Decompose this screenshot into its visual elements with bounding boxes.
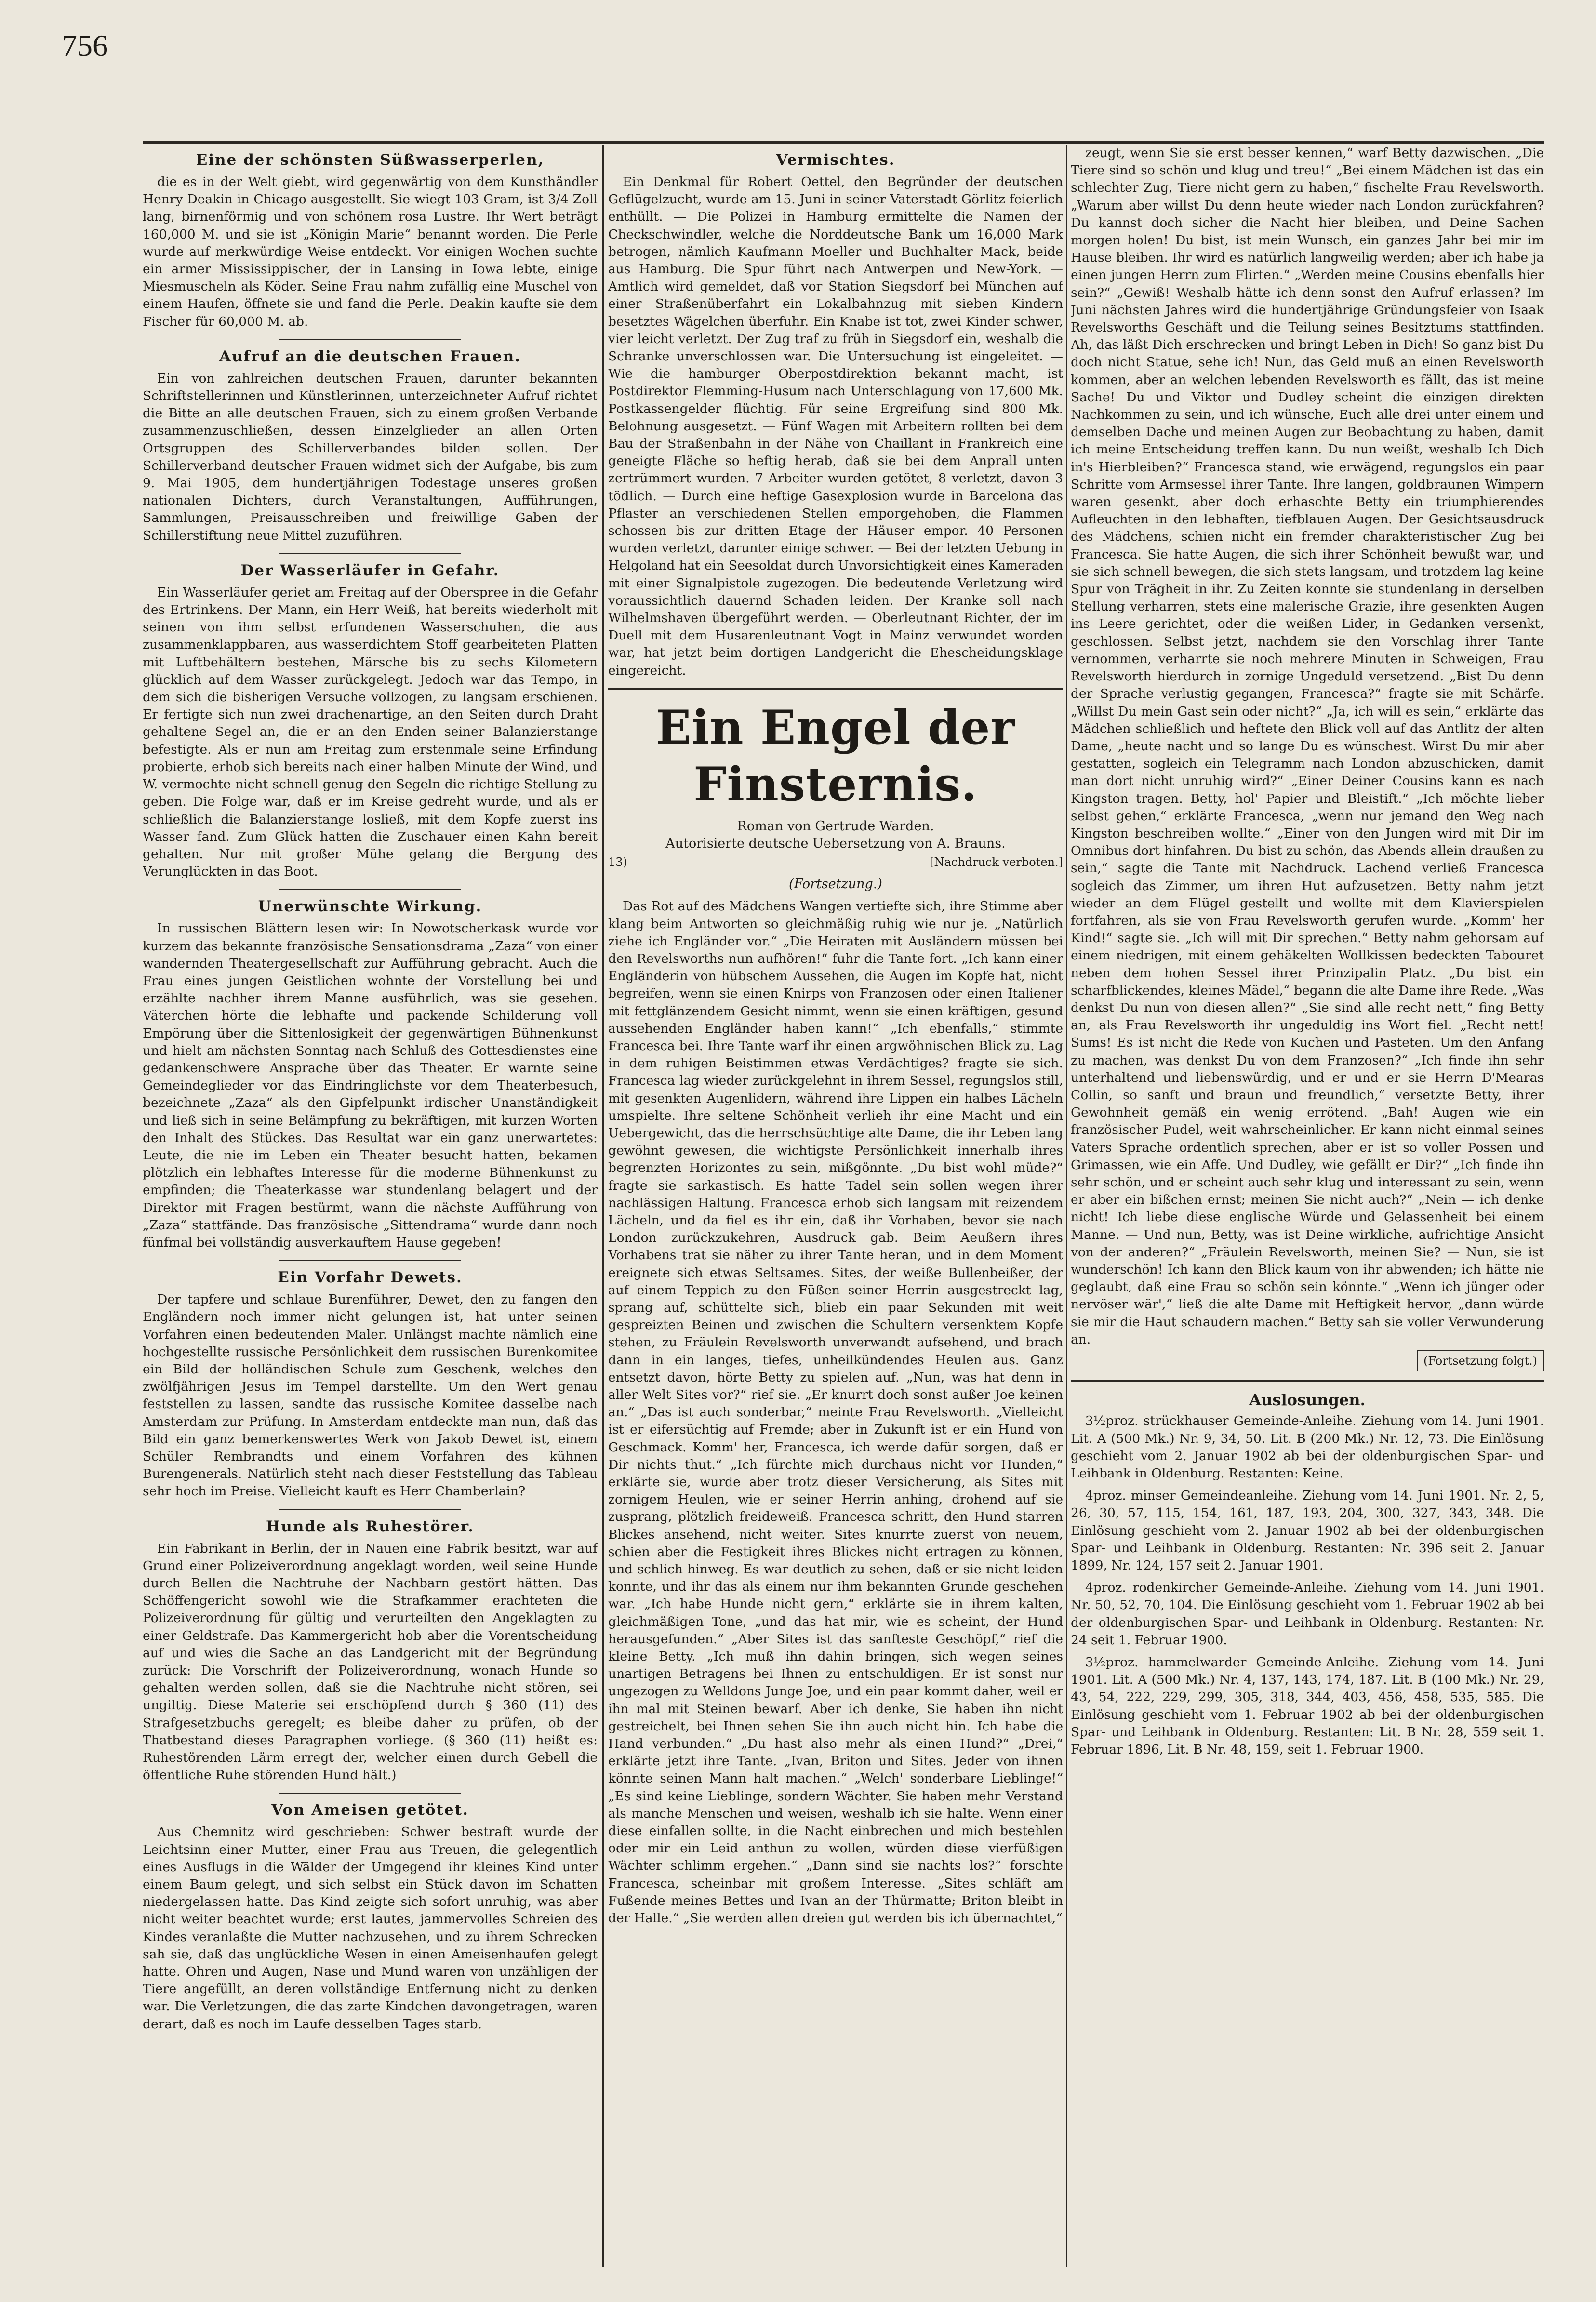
article-body: Ein von zahlreichen deutschen Frauen, darunter bekannten Schriftstellerinnen und Künstlerinnen, unterzeichneter Aufruf richtet die Bitte an alle deutschen Frauen, sich zu einem großen Verbande zusammenzuschließen, dessen Einzelglieder an allen Orten Ortsgruppen des Schillerverbandes bilden sollen. Der Schillerverband deutscher Frauen widmet sich der Aufgabe, bis zum 9. Mai 1905, dem hundertjährigen Todestage unseres großen nationalen Dichters, durch Veranstaltungen, Aufführungen, Sammlungen, Preisausschreiben und freiwillige Gaben der Schillerstiftung neue Mittel zuzuführen. xyxy=(143,371,598,543)
novel-to-be-continued: (Fortsetzung folgt.) xyxy=(1417,1350,1544,1371)
column-2 xyxy=(608,145,1063,2267)
novel-text: zeugt, wenn Sie sie erst besser kennen,“ warf Betty dazwischen. „Die Tiere sind so schön und klug und treu!“ „Bei einem Mädchen ist das ein schlechter Zug, Tiere nicht gern zu haben,“ fischelte Frau Revelsworth. „Warum aber willst Du denn heute wieder nach London zurückfahren? Du kannst doch sicher die Nacht hier bleiben, und Deine Sachen morgen holen! Du bist, ist mein Wunsch, ein ganzes Jahr bei mir im Hause bleiben. Ihr wird es natürlich langweilig werden; aber ich habe ja einen jungen Herrn zum Flirten.“ „Werden meine Cousins ebenfalls hier sein?“ „Gewiß! Weshalb hätte ich denn sonst den Aufruf erlassen? Im Juni nächsten Jahres wird die hundertjährige Gründungsfeier von Isaak Revelsworths Geschäft und die Teilung seines Besitztums stattfinden. Ah, das läßt Dich erschrecken und bringt Leben in Dich! So ganz bist Du doch nicht Statue, sehe ich! Nun, das Geld muß an einen Revelsworth kommen, aber an welchen lebenden Revelsworth es fällt, das ist meine Sache! Du und Viktor und Dudley scheint die einzigen direkten Nachkommen zu sein, und ich wünsche, Euch alle drei unter einem und demselben Dache und meinen Augen zur Beobachtung zu haben, damit ich meine Entscheidung treffen kann. Du nun weißt, weshalb Ich Dich in's Hierbleiben?“ Francesca stand, wie erwägend, regungslos ein paar Schritte vom Armsessel ihrer Tante. Ihre langen, goldbraunen Wimpern waren gesenkt, aber doch erhaschte Betty ein triumphierendes Aufleuchten in den lebhaften, tiefblauen Augen. Der Gesichtsausdruck des Mädchens, schien nicht ein fremder charakteristischer Zug bei Francesca. Sie hatte Augen, die sich ihrer Schönheit bewußt war, und sie sich schnell bewegen, die sich stets langsam, und trotzdem lag keine Spur von Trägheit in ihr. Zu Zeiten konnte sie stundenlang in derselben Stellung verharren, stets eine malerische Grazie, ihre gesenkten Augen ins Leere gerichtet, oder die weißen Lider, in Gedanken versenkt, geschlossen. Selbst jetzt, nachdem sie den Vorschlag ihrer Tante vernommen, verharrte sie noch mehrere Minuten in Schweigen, Frau Revelsworth hierdurch in zornige Ungeduld versetzend. „Bist Du denn der Sprache verlustig gegangen, Francesca?“ fragte sie mit Schärfe. „Willst Du mein Gast sein oder nicht?“ „Ja, ich will es sein,“ erklärte das Mädchen schließlich und heftete den Blick voll auf das Antlitz der alten Dame, „heute nacht und so lange Du es wünschest. Wirst Du mir aber gestatten, sogleich ein Telegramm nach London abzuschicken, damit man dort nicht unruhig wird?“ „Einer Deiner Cousins kann es nach Kingston tragen. Betty, hol' Papier und Bleistift.“ „Ich möchte lieber selbst gehen,“ erklärte Francesca, „wenn nur jemand den Weg nach Kingston beschreiben wollte.“ „Einer von den Jungen wird mit Dir im Omnibus dort hinfahren. Du bist zu schön, das Abends allein draußen zu sein,“ sagte die Tante mit Nachdruck. Lachend verließ Francesca sogleich das Zimmer, um ihren Hut aufzusetzen. Betty nahm jetzt wieder an dem Flügel gestellt und wollte mit dem Klavierspielen fortfahren, als sie von Frau Revelsworth gerufen wurde. „Komm' her Kind!“ sagte sie. „Ich will mit Dir sprechen.“ Betty nahm gehorsam auf einem niedrigen, mit einem gehäkelten Wollkissen bedeckten Tabouret neben dem hohen Sessel ihrer Prinzipalin Platz. „Du bist ein scharfblickendes, kleines Mädel,“ begann die alte Dame ihre Rede. „Was denkst Du nun von diesen allen?“ „Sie sind alle recht nett,“ fing Betty an, als Frau Revelsworth ihr ungeduldig ins Wort fiel. „Recht nett! Sums! Es ist nicht die Rede von Kuchen und Pasteten. Um den Anfang zu machen, was denkst Du von dem Franzosen?“ „Ich finde ihn sehr unterhaltend und liebenswürdig, und er und er sie Herrn D'Mearas Collin, so sanft und braun und freundlich,“ versetzte Betty, ihrer Gewohnheit gemäß ein wenig errötend. „Bah! Augen wie ein französischer Pudel, weit wahrscheinlicher. Er kann nicht einmal seines Vaters Sprache ordentlich sprechen, aber er ist so voller Possen und Grimassen, wie ein Affe. Und Dudley, wie gefällt er Dir?“ „Ich finde ihn sehr schön, und er scheint auch sehr klug und interessant zu sein, wenn er aber ein bißchen ernst; meinen Sie nicht auch?“ „Nein — ich denke nicht! Ich liebe diese englische Würde und Gelassenheit bei einem Manne. — Und nun, Betty, was ist Deine wirkliche, aufrichtige Ansicht von der anderen?“ „Fräulein Revelsworth, meinen Sie? — Nun, sie ist wunderschön! Ich kann den Blick kaum von ihr abwenden; ich hätte nie geglaubt, daß eine Frau so schön sein könnte.“ „Wenn ich jünger oder nervöser wär',“ ließ die alte Dame mit Heftigkeit hervor, „dann würde sie mir die Haut schaudern machen.“ Betty sah sie voller Verwunderung an. xyxy=(1071,146,1544,1347)
article-body: In russischen Blättern lesen wir: In Nowotscherkask wurde vor kurzem das bekannte französische Sensationsdrama „Zaza“ von einer wandernden Theatergesellschaft zur Aufführung gebracht. Auch die Frau eines jungen Geistlichen wohnte der Vorstellung bei und erzählte nachher ihrem Manne ausführlich, was sie gesehen. Väterchen hörte die lebhafte und packende Schilderung voll Empörung über die Sittenlosigkeit der gegenwärtigen Bühnenkunst und hielt am nächsten Sonntag nach Schluß des Gottesdienstes eine gedankenschwere Ansprache über das Theater. Er warnte seine Gemeindeglieder vor das Eindringlichste vor dem Theaterbesuch, bezeichnete „Zaza“ als den Gipfelpunkt irdischer Unanständigkeit und ließ sich in seine Belämpfung zu bekräftigen, mit kurzen Worten den Inhalt des Stückes. Das Resultat war ein ganz unerwartetes: Leute, die nie im Leben ein Theater besucht hatten, bekamen plötzlich ein lebhaftes Interesse für die moderne Bühnenkunst zu empfinden; die Theaterkasse war stundenlang belagert und der Direktor mit Fragen bestürmt, wann die nächste Aufführung von „Zaza“ stattfände. Das französische „Sittendrama“ wurde dann noch fünfmal bei vollständig ausverkauftem Hause gegeben! xyxy=(143,921,598,1250)
article-title: Der Wasserläufer in Gefahr. xyxy=(240,561,500,579)
column-divider-1 xyxy=(602,145,604,2267)
novel-rights: [Nachdruck verboten.] xyxy=(930,855,1063,869)
section-title: Auslosungen. xyxy=(1249,1391,1366,1410)
novel-byline: Roman von Gertrude Warden. xyxy=(737,818,934,834)
novel-body-part-1 xyxy=(608,898,1063,1927)
novel-translation: Autorisierte deutsche Uebersetzung von A. Brauns. xyxy=(665,836,1006,851)
separator xyxy=(279,1260,461,1261)
article-body: Der tapfere und schlaue Burenführer, Dewet, den zu fangen den Engländern noch immer nicht gelungen ist, hat unter seinen Vorfahren einen bedeutenden Maler. Unlängst machte nämlich eine hochgestellte russische Persönlichkeit dem russischen Burenkomitee ein Bild der holländischen Schule zum Geschenk, welches den zwölfjährigen Jesus im Tempel darstellte. Um den Wert genau feststellen zu lassen, sandte das russische Komitee dasselbe nach Amsterdam zur Prüfung. In Amsterdam entdeckte man nun, daß das Bild ein ganz bemerkenswertes Werk von Jakob Dewet ist, einem Schüler Rembrandts und einem Vorfahren des kühnen Burengenerals. Natürlich steht nach dieser Feststellung das Tableau sehr hoch im Preise. Vielleicht kauft es Herr Chamberlain? xyxy=(143,1292,598,1499)
separator xyxy=(608,688,1063,690)
novel-body-part-2 xyxy=(1071,145,1544,1371)
article-misc xyxy=(608,150,1063,679)
lottery-entry: 3½proz. hammelwarder Gemeinde-Anleihe. Ziehung vom 14. Juni 1901. Lit. A (500 Mk.) Nr. 4, 137, 143, 174, 187. Lit. B (100 Mk.) Nr. 29, 43, 54, 222, 229, 299, 305, 318, 344, 403, 456, 458, 535, 585. Die Einlösung geschieht vom 1. Februar 1902 ab bei der oldenburgischen Spar- und Leihbank in Oldenburg. Restanten: Lit. B Nr. 28, 559 seit 1. Februar 1896, Lit. B Nr. 48, 159, seit 1. Februar 1900. xyxy=(1071,1655,1544,1757)
lottery-entry: 3½proz. strückhauser Gemeinde-Anleihe. Ziehung vom 14. Juni 1901. Lit. A (500 Mk.) Nr. 9, 34, 50. Lit. B (200 Mk.) Nr. 12, 73. Die Einlösung geschieht vom 2. Januar 1902 ab bei der oldenburgischen Spar- und Leihbank in Oldenburg. Restanten: Keine. xyxy=(1071,1413,1544,1481)
article-title: Ein Vorfahr Dewets. xyxy=(278,1269,463,1287)
column-1 xyxy=(143,145,598,2267)
separator xyxy=(1071,1380,1544,1382)
separator xyxy=(279,1509,461,1510)
article-title: Aufruf an die deutschen Frauen. xyxy=(219,347,521,365)
lottery-entry: 4proz. rodenkircher Gemeinde-Anleihe. Ziehung vom 14. Juni 1901. Nr. 50, 52, 70, 104. Die Einlösung geschieht vom 1. Februar 1902 ab bei der oldenburgischen Spar- und Leihbank in Oldenburg. Restanten: Nr. 24 seit 1. Februar 1900. xyxy=(1071,1580,1544,1648)
article-body: Ein Denkmal für Robert Oettel, den Begründer der deutschen Geflügelzucht, wurde am 15. Juni in seiner Vaterstadt Görlitz feierlich enthüllt. — Die Polizei in Hamburg ermittelte die Namen der Checkschwindler, welche die Norddeutsche Bank um 16,000 Mark betrogen, nämlich Kaufmann Moeller und Buchhalter Mack, beide aus Hamburg. Die Spur führt nach Antwerpen und New-York. — Amtlich wird gemeldet, daß vor Station Siegsdorf bei München auf einer Straßenüberfahrt ein Lokalbahnzug mit sieben Kindern besetztes Wägelchen überfuhr. Ein Knabe ist tot, zwei Kinder schwer, vier leicht verletzt. Der Zug traf zu früh in Siegsdorf ein, weshalb die Schranke unverschlossen war. Die Untersuchung ist eingeleitet. — Wie die hamburger Oberpostdirektion bekannt macht, ist Postdirektor Flemming-Husum nach Unterschlagung von 17,600 Mk. Postkassengelder flüchtig. Für seine Ergreifung sind 800 Mk. Belohnung ausgesetzt. — Fünf Wagen mit Arbeitern rollten bei dem Bau der Straßenbahn in der Nähe von Chaillant in Frankreich eine geneigte Fläche so heftig herab, daß sie bei dem Anprall unten zertrümmert wurden. 7 Arbeiter wurden getötet, 8 verletzt, davon 3 tödlich. — Durch eine heftige Gasexplosion wurde in Barcelona das Pflaster an verschiedenen Stellen emporgehoben, die Flammen schossen bis zur dritten Etage der Häuser empor. 40 Personen wurden verletzt, darunter einige schwer. — Bei der letzten Uebung in Helgoland hat ein Seesoldat durch Unvorsichtigkeit eines Kameraden mit einer Signalpistole zugezogen. Die bedeutende Verletzung wird voraussichtlich dauernd Schaden leiden. Der Kranke soll nach Wilhelmshaven übergeführt werden. — Oberleutnant Richter, der im Duell mit dem Husarenleutnant Vogt in Mainz verwundet worden war, hat jetzt beim dortigen Landgericht die Ehescheidungsklage eingereicht. xyxy=(608,174,1063,678)
article-body: Aus Chemnitz wird geschrieben: Schwer bestraft wurde der Leichtsinn einer Mutter, einer Frau aus Treuen, die gelegentlich eines Ausflugs in die Wälder der Umgegend ihr kleines Kind unter einem Baum gelegt, und sich selbst ein Stück davon im Schatten niedergelassen hatte. Das Kind zeigte sich sofort unruhig, was aber nicht weiter beachtet wurde; erst lautes, jammervolles Schreien des Kindes veranlaßte die Mutter nachzusehen, und zu ihrem Schrecken sah sie, daß das unglückliche Wesen in einen Ameisenhaufen gelegt hatte. Ohren und Augen, Nase und Mund waren von unzähligen der Tiere angefüllt, an deren vollständige Entfernung nicht zu denken war. Die Verletzungen, die das zarte Kindchen davongetragen, waren derart, daß es noch im Laufe desselben Tages starb. xyxy=(143,1824,598,2032)
article-ants xyxy=(143,1800,598,2033)
novel-title: Ein Engel der Finsternis. xyxy=(656,700,1015,812)
article-dewet xyxy=(143,1268,598,1500)
column-divider-2 xyxy=(1066,145,1067,2267)
novel-continuation: (Fortsetzung.) xyxy=(789,877,882,892)
novel-number: 13) xyxy=(608,855,627,869)
lottery-entry: 4proz. minser Gemeindeanleihe. Ziehung vom 14. Juni 1901. Nr. 2, 5, 26, 30, 57, 115, 154, 161, 187, 193, 204, 300, 327, 343, 348. Die Einlösung geschieht vom 2. Januar 1902 ab bei der oldenburgischen Spar- und Leihbank in Oldenburg. Restanten: Nr. 396 seit 2. Januar 1899, Nr. 124, 157 seit 2. Januar 1901. xyxy=(1071,1488,1544,1573)
header-rule xyxy=(143,141,1544,144)
separator xyxy=(279,553,461,554)
separator xyxy=(279,889,461,890)
article-water-walker xyxy=(143,561,598,880)
article-title: Von Ameisen getötet. xyxy=(271,1801,469,1819)
section-title: Vermischtes. xyxy=(776,151,895,169)
article-pearl xyxy=(143,150,598,331)
novel-text: Das Rot auf des Mädchens Wangen vertiefte sich, ihre Stimme aber klang beim Antworten so gleichmäßig ruhig wie nur je. „Natürlich ziehe ich Engländer vor.“ „Die Heiraten mit Ausländern müssen bei den Revelsworths nun aufhören!“ fuhr die Tante fort. „Ich kann einer Engländerin von hübschem Aussehen, die Augen im Kopfe hat, nicht begreifen, wenn sie einen Knirps von Franzosen oder einen Italiener mit fettglänzendem Gesicht nimmt, wenn sie einen kräftigen, gesund aussehenden Engländer haben kann!“ „Ich ebenfalls,“ stimmte Francesca bei. Ihre Tante warf ihr einen argwöhnischen Blick zu. Lag in dem ruhigen Beistimmen etwas Verdächtiges? fragte sie sich. Francesca lag wieder zurückgelehnt in ihrem Sessel, regungslos still, mit gesenkten Augenlidern, während ihre Lippen ein halbes Lächeln umspielte. Ihre seltene Schönheit verlieh ihr eine Macht und ein Uebergewicht, das die herrschsüchtige alte Dame, die ihr Leben lang gewöhnt gewesen, die wichtigste Persönlichkeit innerhalb ihres begrenzten Horizontes zu sein, mißgönnte. „Du bist wohl müde?“ fragte sie sarkastisch. Es hatte Tadel sein sollen wegen ihrer nachlässigen Haltung. Francesca erhob sich langsam mit reizendem Lächeln, und da fiel es ihr ein, daß ihr Vorhaben, bevor sie nach London zurückzukehren, Ausdruck gab. Beim Aeußern ihres Vorhabens trat sie näher zu ihrer Tante heran, und in dem Moment ereignete sich etwas Seltsames. Sites, der weiße Bullenbeißer, der auf einem Teppich zu den Füßen seiner Herrin ausgestreckt lag, sprang auf, schüttelte sich, blieb ein paar Sekunden mit weit gespreizten Beinen und zwischen die Schultern versenktem Kopfe stehen, zu Fräulein Revelsworth unverwandt aufsehend, und brach dann in ein langes, tiefes, unheilkündendes Heulen aus. Ganz entsetzt davon, hörte Betty zu spielen auf. „Nun, was hat denn in aller Welt Sites vor?“ rief sie. „Er knurrt doch sonst außer Joe keinen an.“ „Das ist auch sonderbar,“ meinte Frau Revelsworth. „Vielleicht ist er eifersüchtig auf Fremde; aber in Zukunft ist er ein Hund von Geschmack. Komm' her, Francesca, ich werde dafür sorgen, daß er Dir nichts thut.“ „Ich fürchte mich durchaus nicht vor Hunden,“ erklärte sie, wurde aber trotz dieser Versicherung, als Sites mit zornigem Heulen, wie er seiner Herrin anhing, drohend auf sie zusprang, plötzlich freideweiß. Francesca schritt, den Hund starren Blickes ansehend, nicht weiter. Sites knurrte zuerst von neuem, schien aber die Festigkeit ihres Blickes nicht ertragen zu können, und schlich hinweg. Es war deutlich zu sehen, daß er sie nicht leiden konnte, und ihr das als einem nur ihm bekannten Grunde geschehen war. „Ich habe Hunde nicht gern,“ erklärte sie in ihrem kalten, gleichmäßigen Tone, „und das hat mir, wie es scheint, der Hund herausgefunden.“ „Aber Sites ist das sanfteste Geschöpf,“ rief die kleine Betty. „Ich muß ihn dahin bringen, sich wegen seines unartigen Betragens bei Ihnen zu entschuldigen. Er ist sonst nur ungezogen zu Welldons Junge Joe, und ein paar kommt daher, weil er ihn mal mit Steinen bewarf. Aber ich denke, Sie haben ihn nicht gestreichelt, bei Ihnen sehen Sie ihn auch nicht hin. Ich habe die Hand verbunden.“ „Du hast also mehr als einen Hund?“ „Drei,“ erklärte jetzt ihre Tante. „Ivan, Briton und Sites. Jeder von ihnen könnte seinen Mann halt machen.“ „Welch' sonderbare Lieblinge!“ „Es sind keine Lieblinge, sondern Wächter. Sie haben mehr Verstand als manche Menschen und weisen, weshalb ich sie halte. Wenn einer diese einfallen sollte, in die Nacht einbrechen und mich bestehlen oder mir ein Leid anthun zu wollen, würden diese vierfüßigen Wächter schlimm ergehen.“ „Dann sind sie nachts los?“ forschte Francesca, scheinbar mit großem Interesse. „Sites schläft am Fußende meines Bettes und Ivan an der Thürmatte; Briton bleibt in der Halle.“ „Sie werden allen dreien gut werden bis ich übernachtet,“ xyxy=(608,899,1063,1926)
separator xyxy=(279,339,461,340)
column-3 xyxy=(1071,145,1544,2267)
article-title: Hunde als Ruhestörer. xyxy=(266,1517,474,1535)
separator xyxy=(279,1793,461,1794)
article-body: die es in der Welt giebt, wird gegenwärtig von dem Kunsthändler Henry Deakin in Chicago ausgestellt. Sie wiegt 103 Gram, ist 3/4 Zoll lang, birnenförmig und von schönem rosa Lustre. Ihr Wert beträgt 160,000 M. und sie ist „Königin Marie“ benannt worden. Die Perle wurde auf merkwürdige Weise entdeckt. Vor einigen Wochen suchte ein armer Mississippischer, der in Lansing in Iowa lebte, einige Miesmuscheln als Köder. Seine Frau nahm zufällig eine Muschel von einem Haufen, öffnete sie und fand die Perle. Deakin kaufte sie dem Fischer für 60,000 M. ab. xyxy=(143,174,598,329)
page-number: 756 xyxy=(62,28,108,63)
article-dogs xyxy=(143,1517,598,1784)
article-title: Eine der schönsten Süßwasserperlen, xyxy=(196,151,545,169)
article-body: Ein Fabrikant in Berlin, der in Nauen eine Fabrik besitzt, war auf Grund einer Polizeiverordnung angeklagt worden, weil seine Hunde durch Bellen die Nachtruhe der Nachbarn gestört hätten. Das Schöffengericht sowohl wie die Strafkammer erachteten die Polizeiverordnung für gültig und verurteilten den Angeklagten zu einer Geldstrafe. Das Kammergericht hob aber die Vorentscheidung auf und wies die Sache an das Landgericht mit der Begründung zurück: Die Vorschrift der Polizeiverordnung, wonach Hunde so gehalten werden sollen, daß sie die Nachtruhe nicht stören, sei ungiltig. Diese Materie sei erschöpfend durch § 360 (11) des Strafgesetzbuchs geregelt; es bleibe daher zu prüfen, ob der Thatbestand dieses Paragraphen vorliege. (§ 360 (11) heißt es: Ruhestörenden Lärm erregt der, welcher einen durch Gebell die öffentliche Ruhe störenden Hund hält.) xyxy=(143,1541,598,1783)
article-body: Ein Wasserläufer geriet am Freitag auf der Oberspree in die Gefahr des Ertrinkens. Der Mann, ein Herr Weiß, hat bereits wiederholt mit seinen von ihm selbst erfundenen Wasserschuhen, die aus zusammenklappbaren, aus wasserdichtem Stoff gearbeiteten Platten mit Luftbehältern bestehen, Märsche bis zu sechs Kilometern glücklich auf dem Wasser zurückgelegt. Jedoch war das Tempo, in dem sich die bisherigen Versuche vollzogen, zu langsam erschienen. Er fertigte sich nun zwei drachenartige, an den Seiten durch Draht gehaltene Segel an, die er an den Enden seiner Balanzierstange befestigte. Als er nun am Freitag zum erstenmale seine Erfindung probierte, erhob sich bereits nach einer halben Minute der Wind, und W. vermochte nicht schnell genug den Segeln die richtige Stellung zu geben. Die Folge war, daß er im Kreise gedreht wurde, und als er schließlich die Balanzierstange losließ, mit dem Kopfe zuerst ins Wasser fand. Zum Glück hatten die Zuschauer einen Kahn bereit gehalten. Nur mit großer Mühe gelang die Bergung des Verunglückten in das Boot. xyxy=(143,585,598,879)
article-title: Unerwünschte Wirkung. xyxy=(258,898,482,916)
novel-meta-row xyxy=(608,853,1063,871)
article-unwanted-effect xyxy=(143,897,598,1251)
article-appeal xyxy=(143,347,598,545)
